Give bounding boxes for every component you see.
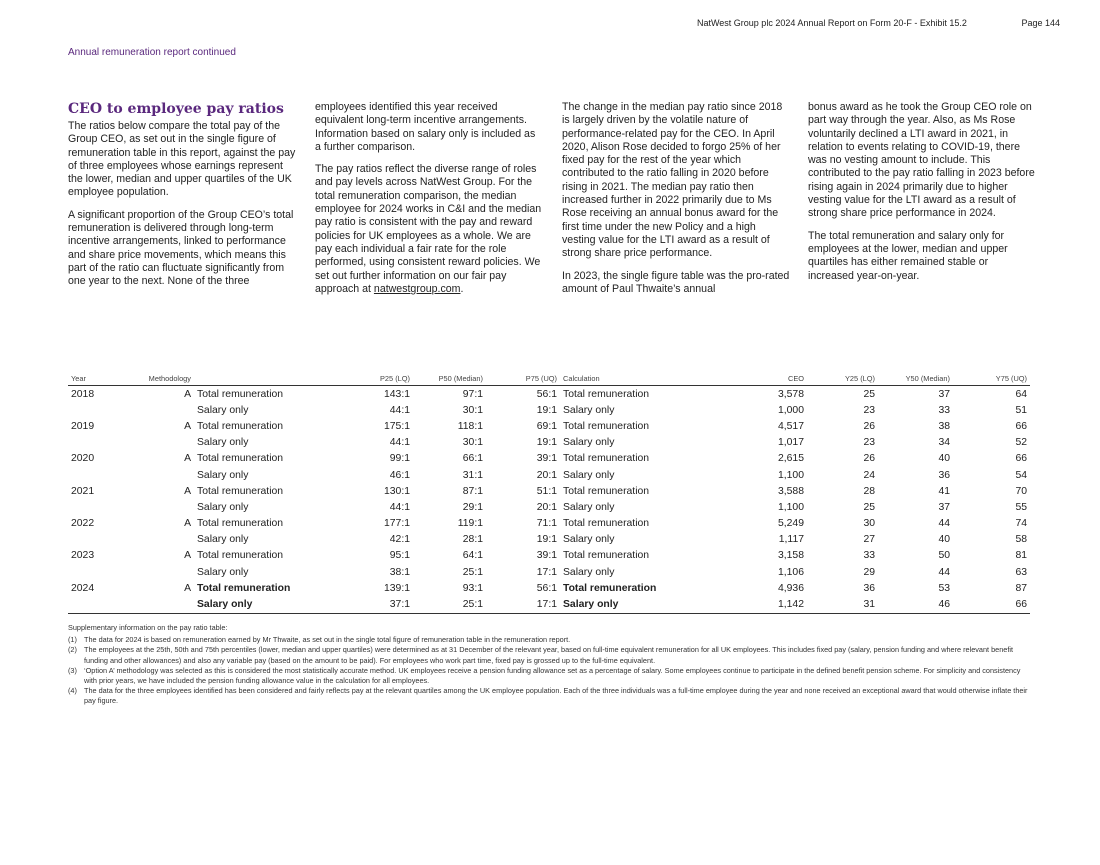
cell-method: [123, 467, 194, 483]
footnote-text: The data for the three employees identified has been considered and fairly reflects pay at the relevant quartiles among the UK employee population. Each of the three individuals was a full-time employee during the year and none received an exceptional award that would otherwise inflate their pay figure.: [84, 686, 1028, 706]
cell-year: 2020: [71, 453, 95, 465]
cell-p50: 30:1: [462, 404, 483, 416]
table-row: [68, 483, 1030, 499]
cell-p75: 20:1: [536, 469, 557, 481]
cell-y75: 64: [1015, 388, 1027, 400]
cell-p50: 118:1: [457, 420, 483, 432]
cell-method: A: [184, 420, 191, 432]
cell-year: [68, 435, 123, 451]
table-row: [68, 418, 1030, 434]
col-header-methodology: Methodology: [123, 373, 194, 386]
natwest-link[interactable]: natwestgroup.com: [373, 282, 461, 295]
cell-ceo: 3,158: [777, 550, 804, 562]
table-row: [68, 451, 1030, 467]
page-title: CEO to employee pay ratios: [68, 101, 284, 117]
cell-type: Salary only: [197, 501, 249, 513]
cell-y25: 28: [863, 485, 875, 497]
cell-year: 2024: [71, 582, 95, 594]
cell-type: Salary only: [197, 404, 249, 416]
cell-y50: 44: [938, 566, 950, 578]
cell-p75: 19:1: [536, 437, 557, 449]
cell-p25: 44:1: [389, 501, 410, 513]
cell-y75: 70: [1015, 485, 1027, 497]
footnote: [68, 666, 1030, 686]
cell-p75: 51:1: [536, 485, 557, 497]
cell-ceo: 1,106: [777, 566, 804, 578]
cell-y25: 27: [863, 534, 875, 546]
cell-calc: Salary only: [563, 437, 615, 449]
col-header-year: Year: [68, 373, 123, 386]
pay-ratio-table: [68, 373, 1030, 614]
cell-method: [123, 499, 194, 515]
footnote: [68, 686, 1030, 706]
cell-p25: 139:1: [383, 582, 410, 594]
cell-p25: 99:1: [389, 453, 410, 465]
cell-type: Total remuneration: [197, 453, 284, 465]
cell-ceo: 4,517: [777, 420, 804, 432]
cell-y75: 63: [1015, 566, 1027, 578]
cell-type: Total remuneration: [197, 388, 284, 400]
cell-y25: 26: [863, 453, 875, 465]
cell-y50: 37: [938, 388, 950, 400]
cell-method: A: [184, 388, 191, 400]
footnote-text: ‘Option A’ methodology was selected as this is considered the most statistically accurate method. UK employees receive a pension funding allowance set as a percentage of salary. Some employees continue to participate in the defined benefit pension scheme. For simplicity and consistency with prior years, we have included the pension funding allowance value in the calculation for all employees.: [84, 665, 1021, 686]
paragraph: The total remuneration and salary only for employees at the lower, median and upper quartiles has either remained stable or increased year-on-year.: [808, 229, 1008, 282]
cell-y25: 23: [863, 404, 875, 416]
table-row: [68, 386, 1030, 403]
cell-type: Salary only: [194, 596, 339, 613]
cell-y25: 25: [863, 388, 875, 400]
cell-p75: 71:1: [536, 518, 557, 530]
text-column-2: [315, 101, 543, 305]
cell-y25: 23: [863, 437, 875, 449]
cell-y25: 30: [863, 518, 875, 530]
cell-ceo: 1,100: [777, 501, 804, 513]
paragraph: In 2023, the single figure table was the pro-rated amount of Paul Thwaite’s annual: [562, 269, 790, 295]
cell-y25: 33: [863, 550, 875, 562]
cell-ceo: 5,249: [777, 518, 804, 530]
cell-ceo: 1,117: [778, 534, 804, 546]
col-header-y50: Y50 (Median): [878, 373, 953, 386]
cell-ceo: 4,936: [777, 582, 804, 594]
cell-p25: 44:1: [389, 404, 410, 416]
cell-p50: 25:1: [462, 566, 483, 578]
paragraph: The change in the median pay ratio since 2018 is largely driven by the volatile nature of performance-related pay for the CEO. In April 2020, Alison Rose decided to forgo 25% of her fixed pay for the rest of the year which contributed to the ratio falling in 2020 before rising in 2021. The median pay ratio then increased further in 2022 primarily due to Ms Rose receiving an annual bonus award for the first time under the new Policy and a high vesting value for the LTI award as a result of strong share price performance.: [562, 101, 783, 260]
cell-calc: Total remuneration: [563, 518, 650, 530]
paragraph-text: The pay ratios reflect the diverse range of roles and pay levels across NatWest Group. For the total remuneration comparison, the median employee for 2024 works in C&I and the median pay ratio is consistent with the pay and reward policies for UK employees as a whole. We are pay each individual a fair rate for the role performed, using consistent reward policies. We set out further information on our fair pay approach at: [315, 163, 542, 295]
cell-year: [68, 402, 123, 418]
paragraph: [315, 163, 543, 296]
cell-calc: Salary only: [563, 501, 615, 513]
cell-y50: 44: [938, 518, 950, 530]
paragraph: A significant proportion of the Group CEO’s total remuneration is delivered through long-term incentive arrangements, linked to performance and share price movements, which means this part of the ratio can fluctuate significantly from one year to the next. None of the three: [68, 208, 294, 288]
cell-y25: 36: [863, 582, 875, 594]
cell-year: [68, 532, 123, 548]
cell-method: [123, 596, 194, 613]
paragraph: employees identified this year received equivalent long-term incentive arrangements. Information based on salary only is included as a further comparison.: [315, 101, 536, 153]
cell-calc: Total remuneration: [563, 485, 650, 497]
cell-y50: 53: [938, 582, 950, 594]
cell-type: Salary only: [197, 534, 249, 546]
cell-y25: 31: [807, 596, 878, 613]
table-row: [68, 564, 1030, 580]
cell-p75: 56:1: [536, 582, 557, 594]
cell-ceo: 1,017: [777, 437, 804, 449]
cell-p50: 31:1: [462, 469, 483, 481]
footnote-list: [68, 635, 1030, 706]
col-header-y75: Y75 (UQ): [953, 373, 1030, 386]
table-body: [68, 386, 1030, 614]
cell-y75: 74: [1015, 518, 1027, 530]
cell-y50: 33: [938, 404, 950, 416]
page-number: Page 144: [1021, 18, 1060, 28]
cell-y25: 26: [863, 420, 875, 432]
cell-p25: 177:1: [383, 518, 410, 530]
cell-method: A: [184, 518, 191, 530]
table-row: [68, 499, 1030, 515]
cell-y50: 34: [938, 437, 950, 449]
cell-year: 2021: [71, 485, 95, 497]
cell-y75: 54: [1015, 469, 1027, 481]
section-title: Annual remuneration report continued: [68, 47, 236, 58]
cell-y50: 46: [878, 596, 953, 613]
cell-ceo: 1,142: [710, 596, 807, 613]
cell-p75: 17:1: [536, 566, 557, 578]
cell-calc: Salary only: [563, 566, 615, 578]
footnote-number: (1): [68, 635, 77, 645]
cell-y75: 66: [953, 596, 1030, 613]
cell-type: Total remuneration: [197, 550, 284, 562]
table-header-row: [68, 373, 1030, 386]
text-column-1: [68, 101, 296, 298]
cell-y75: 87: [1015, 582, 1027, 594]
cell-method: A: [184, 582, 191, 594]
cell-p75: 19:1: [536, 404, 557, 416]
cell-y75: 58: [1015, 534, 1027, 546]
cell-ceo: 3,588: [777, 485, 804, 497]
cell-method: A: [184, 550, 191, 562]
footnote-number: (2): [68, 645, 77, 655]
cell-p50: 64:1: [462, 550, 483, 562]
table-row: [68, 548, 1030, 564]
text-column-3: [562, 101, 790, 305]
col-header-p25: P25 (LQ): [339, 373, 413, 386]
table-row: [68, 580, 1030, 596]
footnote-number: (4): [68, 686, 77, 696]
footnotes-title: Supplementary information on the pay ratio table:: [68, 623, 228, 632]
cell-type: Total remuneration: [197, 420, 284, 432]
cell-method: [123, 564, 194, 580]
table-row: [68, 532, 1030, 548]
cell-y25: 29: [863, 566, 875, 578]
footnote-text: The employees at the 25th, 50th and 75th percentiles (lower, median and upper quartiles) were determined as at 31 December of the relevant year, based on full-time equivalent remuneration for all UK employees. This includes fixed pay (salary, pension funding and where relevant benefit funding and other allowances) and also any variable pay (based on the amount to be paid). For employees who work part time, fixed pay is grossed up to the full-time equivalent.: [84, 645, 1013, 665]
cell-method: [123, 435, 194, 451]
footnotes: [68, 623, 1030, 707]
cell-p50: 30:1: [462, 437, 483, 449]
footnote-number: (3): [68, 665, 77, 675]
cell-p25: 130:1: [383, 485, 410, 497]
cell-method: A: [184, 485, 191, 497]
col-header-calculation: Calculation: [560, 373, 710, 386]
paragraph-end: .: [460, 282, 464, 295]
cell-year: [68, 467, 123, 483]
cell-p25: 143:1: [383, 388, 410, 400]
cell-p25: 46:1: [389, 469, 410, 481]
footnote-text: The data for 2024 is based on remuneration earned by Mr Thwaite, as set out in the single total figure of remuneration table in the remuneration report.: [84, 635, 571, 645]
cell-y75: 51: [1015, 404, 1027, 416]
col-header-type: [194, 373, 339, 386]
cell-type: Total remuneration: [197, 485, 284, 497]
cell-p50: 25:1: [413, 596, 486, 613]
cell-p25: 95:1: [389, 550, 410, 562]
cell-y75: 52: [1015, 437, 1027, 449]
cell-year: 2019: [71, 420, 95, 432]
cell-year: 2023: [71, 550, 95, 562]
cell-year: 2018: [71, 388, 95, 400]
cell-p50: 66:1: [462, 453, 483, 465]
cell-p75: 17:1: [486, 596, 560, 613]
cell-y50: 37: [938, 501, 950, 513]
cell-y50: 40: [938, 534, 950, 546]
cell-type: Salary only: [197, 566, 249, 578]
paragraph: bonus award as he took the Group CEO role on part way through the year. Also, as Ms Rose voluntarily declined a LTI award in 2021, in relation to events relating to COVID-19, there was no vesting amount to include. This contributed to the pay ratio falling in 2023 before rising again in 2024 primarily due to higher vesting value for the LTI award as a result of strong share price performance in 2024.: [808, 101, 1035, 220]
cell-p75: 19:1: [536, 534, 557, 546]
cell-p75: 69:1: [536, 420, 557, 432]
cell-p50: 29:1: [462, 501, 483, 513]
cell-type: Total remuneration: [197, 518, 284, 530]
cell-p75: 56:1: [536, 388, 557, 400]
cell-calc: Salary only: [563, 534, 615, 546]
cell-year: 2022: [71, 518, 95, 530]
cell-p25: 38:1: [389, 566, 410, 578]
cell-type: Total remuneration: [197, 582, 291, 594]
cell-y25: 24: [863, 469, 875, 481]
table-row: [68, 467, 1030, 483]
cell-calc: Salary only: [563, 469, 615, 481]
cell-p25: 175:1: [383, 420, 410, 432]
cell-method: A: [184, 453, 191, 465]
col-header-p75: P75 (UQ): [486, 373, 560, 386]
cell-y50: 38: [938, 420, 950, 432]
col-header-y25: Y25 (LQ): [807, 373, 878, 386]
cell-calc: Total remuneration: [563, 582, 657, 594]
cell-y25: 25: [863, 501, 875, 513]
page-header: [697, 18, 1060, 28]
cell-p50: 97:1: [462, 388, 483, 400]
cell-p75: 20:1: [536, 501, 557, 513]
cell-y75: 55: [1015, 501, 1027, 513]
cell-ceo: 1,000: [777, 404, 804, 416]
cell-p50: 87:1: [462, 485, 483, 497]
cell-type: Salary only: [197, 437, 249, 449]
cell-method: [123, 402, 194, 418]
col-header-ceo: CEO: [710, 373, 807, 386]
cell-ceo: 1,100: [777, 469, 804, 481]
table-row: [68, 402, 1030, 418]
cell-y75: 66: [1015, 453, 1027, 465]
cell-y50: 40: [938, 453, 950, 465]
table-row: [68, 596, 1030, 613]
cell-p50: 119:1: [457, 518, 483, 530]
report-title: NatWest Group plc 2024 Annual Report on Form 20-F - Exhibit 15.2: [696, 18, 967, 28]
paragraph: The ratios below compare the total pay of the Group CEO, as set out in the single figure of remuneration table in this report, against the pay of three employees whose earnings represent the lower, median and upper quartiles of the UK employee population.: [68, 120, 296, 199]
cell-calc: Salary only: [560, 596, 710, 613]
table-row: [68, 435, 1030, 451]
cell-calc: Total remuneration: [563, 453, 650, 465]
cell-year: [68, 499, 123, 515]
cell-calc: Total remuneration: [563, 550, 650, 562]
text-column-4: [808, 101, 1036, 292]
cell-p25: 42:1: [389, 534, 410, 546]
cell-method: [123, 532, 194, 548]
footnote: [68, 635, 1030, 645]
cell-y50: 50: [938, 550, 950, 562]
cell-p50: 28:1: [462, 534, 483, 546]
cell-p75: 39:1: [536, 453, 557, 465]
cell-p25: 37:1: [339, 596, 413, 613]
cell-year: [68, 564, 123, 580]
cell-y50: 41: [938, 485, 950, 497]
cell-p50: 93:1: [462, 582, 483, 594]
cell-calc: Salary only: [563, 404, 615, 416]
cell-year: [68, 596, 123, 613]
col-header-p50: P50 (Median): [413, 373, 486, 386]
cell-ceo: 2,615: [777, 453, 804, 465]
cell-calc: Total remuneration: [563, 420, 650, 432]
cell-type: Salary only: [197, 469, 249, 481]
cell-p25: 44:1: [389, 437, 410, 449]
cell-p75: 39:1: [536, 550, 557, 562]
cell-y75: 81: [1015, 550, 1027, 562]
cell-calc: Total remuneration: [563, 388, 650, 400]
cell-y50: 36: [938, 469, 950, 481]
cell-y75: 66: [1015, 420, 1027, 432]
cell-ceo: 3,578: [777, 388, 804, 400]
footnote: [68, 645, 1030, 665]
table-row: [68, 516, 1030, 532]
